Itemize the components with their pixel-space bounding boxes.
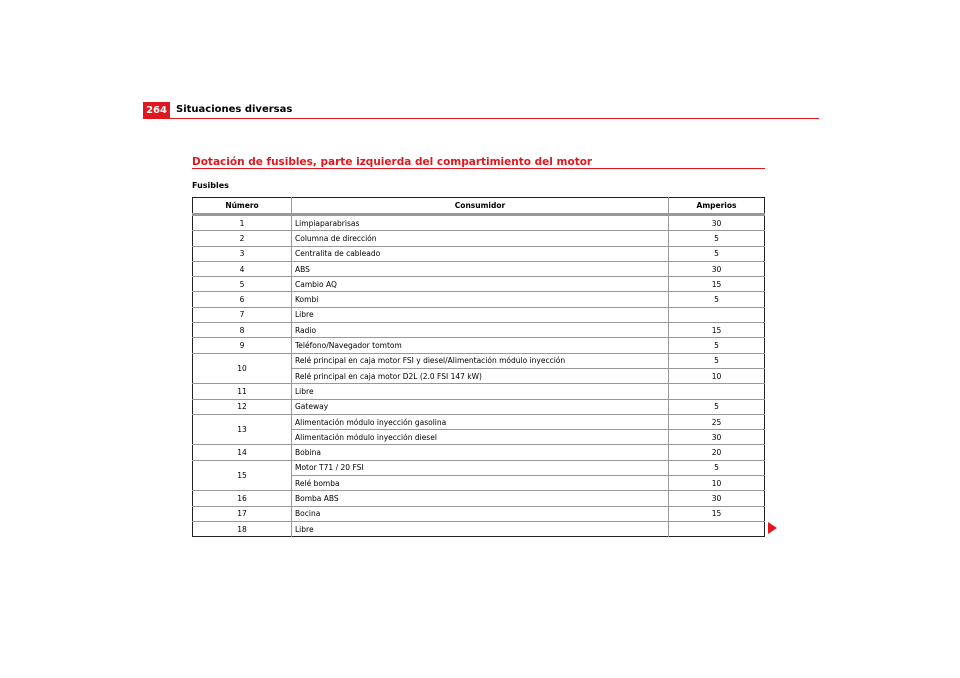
table-row	[193, 353, 765, 368]
fuse-number: 5	[193, 277, 292, 292]
fuse-number: 15	[193, 460, 292, 491]
fuse-consumer: Gateway	[292, 399, 669, 414]
fuse-amperes: 5	[669, 231, 765, 246]
fuse-consumer: Alimentación módulo inyección gasolina	[292, 414, 669, 429]
fuse-consumer: Relé principal en caja motor D2L (2.0 FSI 147 kW)	[292, 368, 669, 383]
fuse-amperes: 5	[669, 292, 765, 307]
header-consumer: Consumidor	[292, 198, 669, 215]
fuse-amperes: 15	[669, 277, 765, 292]
fuse-amperes: 15	[669, 506, 765, 521]
table-row	[193, 323, 765, 338]
fuse-consumer: Kombi	[292, 292, 669, 307]
fuse-number: 11	[193, 384, 292, 399]
fuse-number: 16	[193, 491, 292, 506]
fuse-amperes	[669, 521, 765, 536]
table-row	[193, 384, 765, 399]
table-row	[193, 414, 765, 429]
arrow-right-icon[interactable]	[768, 522, 777, 534]
subsection-title: Fusibles	[192, 181, 229, 190]
table-row	[193, 307, 765, 322]
fuse-consumer: Centralita de cableado	[292, 246, 669, 261]
fuse-consumer: Columna de dirección	[292, 231, 669, 246]
fuse-number: 2	[193, 231, 292, 246]
table-row	[193, 277, 765, 292]
fuse-number: 4	[193, 261, 292, 276]
table-row	[193, 261, 765, 276]
fuse-amperes: 30	[669, 430, 765, 445]
fuse-amperes: 5	[669, 460, 765, 475]
table-row	[193, 231, 765, 246]
fuse-number: 7	[193, 307, 292, 322]
table-row	[193, 491, 765, 506]
fuse-consumer: Libre	[292, 307, 669, 322]
section-title: Dotación de fusibles, parte izquierda del compartimiento del motor	[192, 156, 593, 168]
fuse-consumer: Relé bomba	[292, 476, 669, 491]
fuse-amperes: 25	[669, 414, 765, 429]
fuse-amperes: 5	[669, 399, 765, 414]
fuse-table	[192, 197, 765, 537]
fuse-amperes: 10	[669, 476, 765, 491]
fuse-amperes: 5	[669, 246, 765, 261]
fuse-consumer: Limpiaparabrisas	[292, 215, 669, 231]
fuse-consumer: ABS	[292, 261, 669, 276]
fuse-consumer: Bomba ABS	[292, 491, 669, 506]
fuse-amperes: 15	[669, 323, 765, 338]
fuse-consumer: Motor T71 / 20 FSI	[292, 460, 669, 475]
fuse-number: 18	[193, 521, 292, 536]
fuse-number: 17	[193, 506, 292, 521]
fuse-number: 10	[193, 353, 292, 384]
fuse-consumer: Radio	[292, 323, 669, 338]
fuse-consumer: Relé principal en caja motor FSI y diesel/Alimentación módulo inyección	[292, 353, 669, 368]
fuse-amperes: 5	[669, 353, 765, 368]
fuse-number: 13	[193, 414, 292, 445]
running-header: Situaciones diversas	[176, 104, 293, 115]
header-amperes: Amperios	[669, 198, 765, 215]
fuse-amperes: 5	[669, 338, 765, 353]
fuse-consumer: Alimentación módulo inyección diesel	[292, 430, 669, 445]
table-row	[193, 399, 765, 414]
page-number-badge: 264	[143, 102, 170, 119]
table-row	[193, 506, 765, 521]
table-row	[193, 246, 765, 261]
fuse-amperes	[669, 307, 765, 322]
table-row	[193, 460, 765, 475]
table-row	[193, 338, 765, 353]
fuse-number: 8	[193, 323, 292, 338]
fuse-number: 6	[193, 292, 292, 307]
fuse-consumer: Bobina	[292, 445, 669, 460]
table-header-row	[193, 198, 765, 215]
table-row	[193, 215, 765, 231]
table-body	[193, 215, 765, 537]
table-row	[193, 292, 765, 307]
fuse-consumer: Bocina	[292, 506, 669, 521]
header-rule	[143, 118, 819, 119]
fuse-amperes	[669, 384, 765, 399]
header-number: Número	[193, 198, 292, 215]
table-row	[193, 445, 765, 460]
fuse-number: 1	[193, 215, 292, 231]
fuse-number: 14	[193, 445, 292, 460]
fuse-consumer: Cambio AQ	[292, 277, 669, 292]
fuse-consumer: Libre	[292, 384, 669, 399]
fuse-amperes: 20	[669, 445, 765, 460]
fuse-number: 9	[193, 338, 292, 353]
fuse-amperes: 30	[669, 491, 765, 506]
fuse-amperes: 30	[669, 215, 765, 231]
table-row	[193, 521, 765, 536]
fuse-amperes: 10	[669, 368, 765, 383]
fuse-number: 12	[193, 399, 292, 414]
fuse-consumer: Teléfono/Navegador tomtom	[292, 338, 669, 353]
fuse-number: 3	[193, 246, 292, 261]
section-rule	[192, 168, 765, 169]
fuse-amperes: 30	[669, 261, 765, 276]
fuse-consumer: Libre	[292, 521, 669, 536]
